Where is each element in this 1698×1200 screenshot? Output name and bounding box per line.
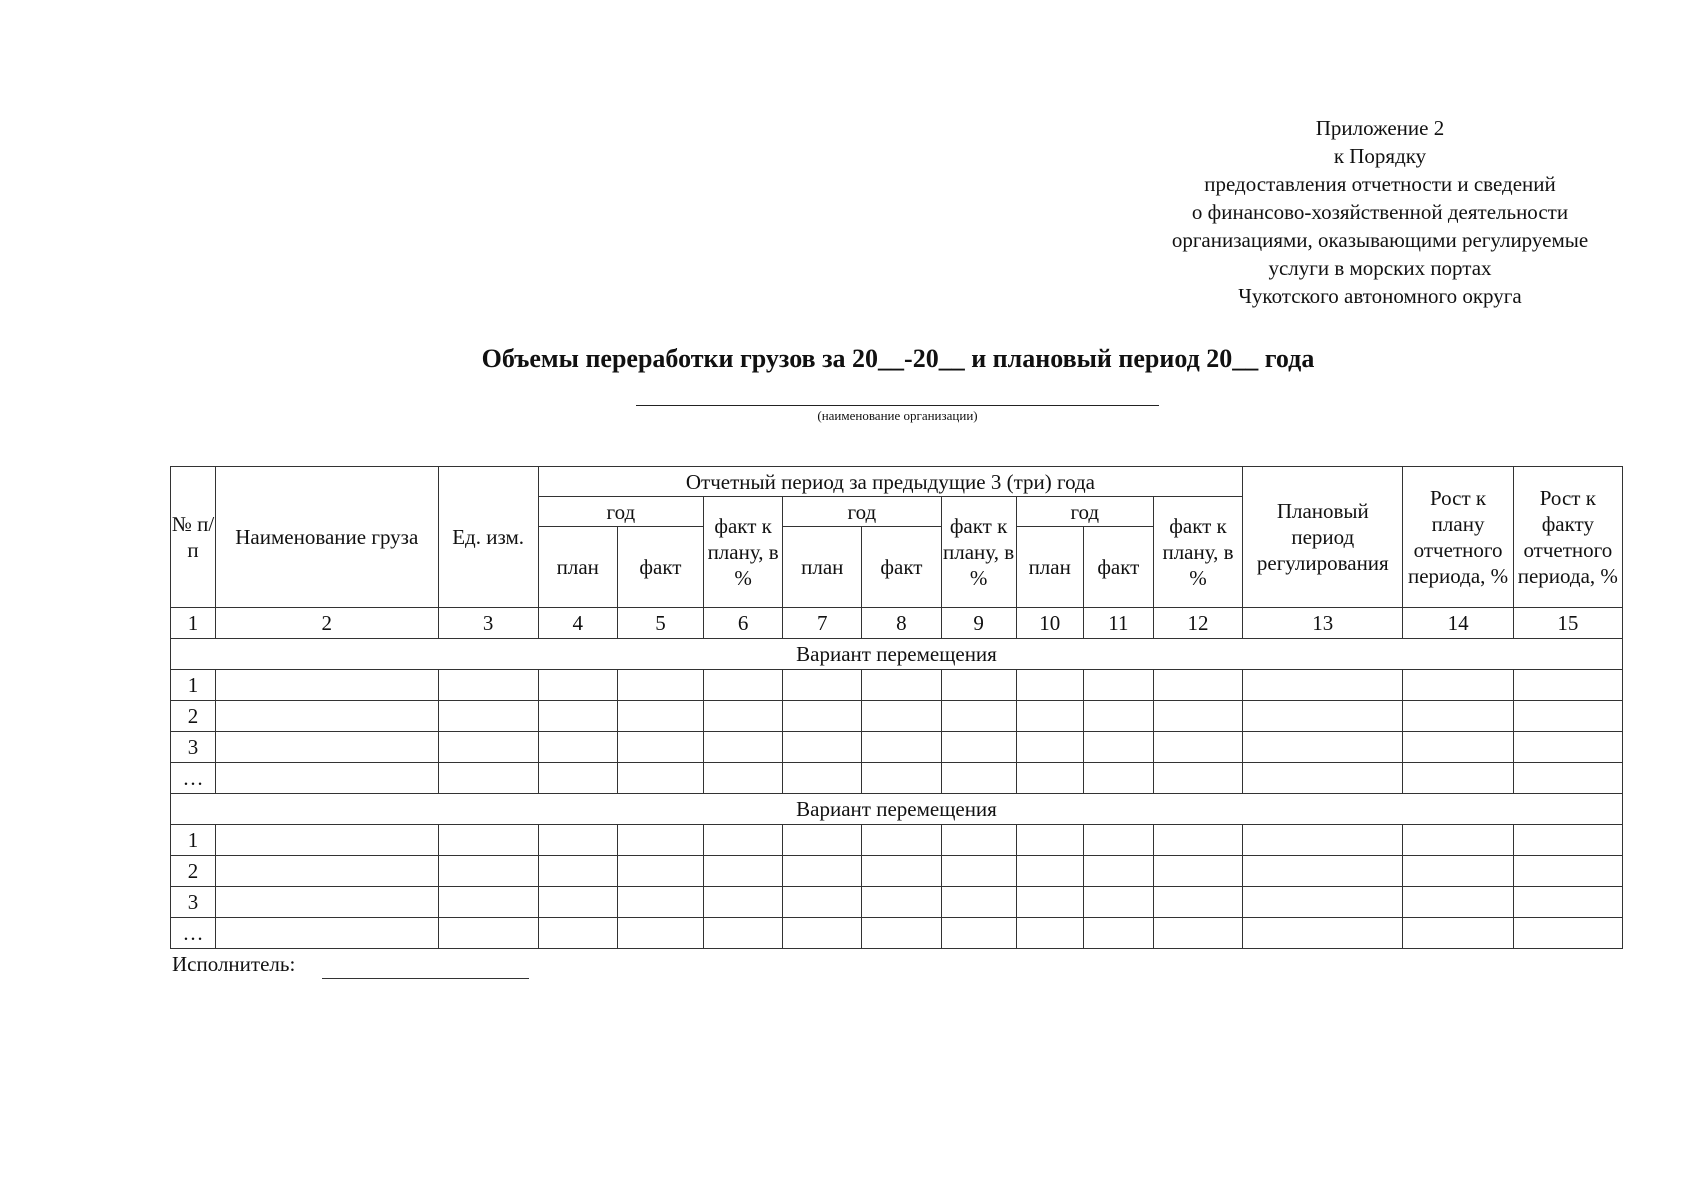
group-label: Вариант перемещения bbox=[171, 639, 1623, 670]
table-cell[interactable] bbox=[538, 918, 617, 949]
table-cell[interactable] bbox=[617, 732, 703, 763]
table-cell[interactable] bbox=[704, 825, 783, 856]
table-cell[interactable] bbox=[1016, 701, 1083, 732]
table-cell[interactable] bbox=[1513, 701, 1622, 732]
executor-label: Исполнитель: bbox=[172, 952, 296, 976]
row-number: 2 bbox=[171, 856, 216, 887]
table-cell[interactable] bbox=[862, 856, 941, 887]
column-number: 11 bbox=[1083, 608, 1153, 639]
appendix-line: Приложение 2 bbox=[1315, 116, 1445, 140]
table-row bbox=[171, 887, 1623, 918]
table-cell[interactable] bbox=[704, 732, 783, 763]
table-cell[interactable] bbox=[1243, 763, 1403, 794]
table-cell[interactable] bbox=[1513, 732, 1622, 763]
group-label: Вариант перемещения bbox=[171, 794, 1623, 825]
table-cell[interactable] bbox=[1513, 856, 1622, 887]
column-numbers-row bbox=[171, 608, 1623, 639]
appendix-line: организациями, оказывающими регулируемые bbox=[1171, 228, 1589, 252]
table-row bbox=[171, 918, 1623, 949]
table-cell[interactable] bbox=[1243, 887, 1403, 918]
table-cell[interactable] bbox=[783, 732, 862, 763]
appendix-block bbox=[1120, 114, 1640, 310]
table-cell[interactable] bbox=[1153, 732, 1242, 763]
header-fact-2: факт bbox=[862, 527, 941, 608]
table-cell[interactable] bbox=[1513, 918, 1622, 949]
table-cell[interactable] bbox=[617, 825, 703, 856]
table-cell[interactable] bbox=[862, 732, 941, 763]
executor-signature-line[interactable] bbox=[322, 978, 529, 979]
row-number: 3 bbox=[171, 732, 216, 763]
row-number: 2 bbox=[171, 701, 216, 732]
table-cell[interactable] bbox=[438, 856, 538, 887]
header-plan-3: план bbox=[1016, 527, 1083, 608]
table-cell[interactable] bbox=[704, 887, 783, 918]
table-body bbox=[171, 639, 1623, 949]
table-cell[interactable] bbox=[538, 825, 617, 856]
table-row bbox=[171, 856, 1623, 887]
table-cell[interactable] bbox=[1083, 763, 1153, 794]
table-cell[interactable] bbox=[1513, 670, 1622, 701]
table-cell[interactable] bbox=[1016, 918, 1083, 949]
appendix-line: Чукотского автономного округа bbox=[1238, 284, 1522, 308]
table-cell[interactable] bbox=[862, 670, 941, 701]
table-cell[interactable] bbox=[704, 918, 783, 949]
header-report-period: Отчетный период за предыдущие 3 (три) года bbox=[538, 467, 1242, 497]
table-cell[interactable] bbox=[1016, 732, 1083, 763]
row-number: 1 bbox=[171, 825, 216, 856]
table-cell[interactable] bbox=[1243, 701, 1403, 732]
cargo-volume-table bbox=[170, 466, 1623, 949]
table-cell[interactable] bbox=[704, 670, 783, 701]
table-cell[interactable] bbox=[1083, 701, 1153, 732]
header-fact-3: факт bbox=[1083, 527, 1153, 608]
appendix-line: к Порядку bbox=[1333, 144, 1427, 168]
table-cell[interactable] bbox=[438, 732, 538, 763]
table-cell[interactable] bbox=[1016, 856, 1083, 887]
header-year-2: год bbox=[783, 497, 941, 527]
column-number: 4 bbox=[538, 608, 617, 639]
table-cell[interactable] bbox=[1083, 918, 1153, 949]
table-cell[interactable] bbox=[617, 701, 703, 732]
table-cell[interactable] bbox=[704, 763, 783, 794]
table-cell[interactable] bbox=[862, 763, 941, 794]
table-cell[interactable] bbox=[941, 887, 1016, 918]
table-cell[interactable] bbox=[1243, 732, 1403, 763]
column-number: 10 bbox=[1016, 608, 1083, 639]
table-cell[interactable] bbox=[862, 918, 941, 949]
table-cell[interactable] bbox=[783, 670, 862, 701]
table-cell[interactable] bbox=[1403, 670, 1513, 701]
table-cell[interactable] bbox=[216, 887, 438, 918]
column-number: 1 bbox=[171, 608, 216, 639]
header-fact-1: факт bbox=[617, 527, 703, 608]
header-planned-period: Плановый период регулирования bbox=[1243, 467, 1403, 608]
table-cell[interactable] bbox=[783, 825, 862, 856]
table-cell[interactable] bbox=[538, 670, 617, 701]
header-growth-fact: Рост к факту отчетного периода, % bbox=[1513, 467, 1622, 608]
header-year-1: год bbox=[538, 497, 703, 527]
header-year-3: год bbox=[1016, 497, 1153, 527]
table-cell[interactable] bbox=[941, 732, 1016, 763]
table-cell[interactable] bbox=[1153, 670, 1242, 701]
table-cell[interactable] bbox=[438, 763, 538, 794]
header-growth-plan: Рост к плану отчетного периода, % bbox=[1403, 467, 1513, 608]
table-cell[interactable] bbox=[1513, 887, 1622, 918]
table-cell[interactable] bbox=[216, 856, 438, 887]
row-number: … bbox=[171, 763, 216, 794]
table-cell[interactable] bbox=[1403, 825, 1513, 856]
column-number: 12 bbox=[1153, 608, 1242, 639]
column-number: 13 bbox=[1243, 608, 1403, 639]
table-cell[interactable] bbox=[1403, 732, 1513, 763]
table-row bbox=[171, 825, 1623, 856]
table-cell[interactable] bbox=[617, 918, 703, 949]
table-cell[interactable] bbox=[941, 701, 1016, 732]
table-cell[interactable] bbox=[941, 918, 1016, 949]
column-number: 8 bbox=[862, 608, 941, 639]
header-cargo-name: Наименование груза bbox=[216, 467, 438, 608]
table-cell[interactable] bbox=[941, 856, 1016, 887]
table-row bbox=[171, 763, 1623, 794]
table-cell[interactable] bbox=[617, 887, 703, 918]
table-cell[interactable] bbox=[1016, 825, 1083, 856]
table-cell[interactable] bbox=[1153, 856, 1242, 887]
header-unit: Ед. изм. bbox=[438, 467, 538, 608]
column-number: 5 bbox=[617, 608, 703, 639]
table-cell[interactable] bbox=[941, 763, 1016, 794]
row-number: 3 bbox=[171, 887, 216, 918]
appendix-line: услуги в морских портах bbox=[1268, 256, 1492, 280]
table-cell[interactable] bbox=[862, 701, 941, 732]
table-cell[interactable] bbox=[216, 732, 438, 763]
table-cell[interactable] bbox=[538, 887, 617, 918]
header-plan-1: план bbox=[538, 527, 617, 608]
organization-name-caption: (наименование организации) bbox=[817, 408, 978, 423]
table-cell[interactable] bbox=[704, 701, 783, 732]
table-cell[interactable] bbox=[216, 670, 438, 701]
table-cell[interactable] bbox=[941, 670, 1016, 701]
table-cell[interactable] bbox=[538, 856, 617, 887]
column-number: 9 bbox=[941, 608, 1016, 639]
table-cell[interactable] bbox=[617, 670, 703, 701]
table-row bbox=[171, 701, 1623, 732]
header-fact-to-plan-3: факт к плану, в % bbox=[1153, 497, 1242, 608]
table-cell[interactable] bbox=[783, 701, 862, 732]
table-cell[interactable] bbox=[1513, 825, 1622, 856]
table-cell[interactable] bbox=[783, 918, 862, 949]
table-cell[interactable] bbox=[216, 701, 438, 732]
table-row bbox=[171, 670, 1623, 701]
table-cell[interactable] bbox=[1153, 763, 1242, 794]
table-cell[interactable] bbox=[783, 856, 862, 887]
header-fact-to-plan-2: факт к плану, в % bbox=[941, 497, 1016, 608]
table-cell[interactable] bbox=[862, 887, 941, 918]
table-cell[interactable] bbox=[438, 825, 538, 856]
group-row bbox=[171, 639, 1623, 670]
row-number: … bbox=[171, 918, 216, 949]
table-cell[interactable] bbox=[438, 887, 538, 918]
organization-name-line[interactable] bbox=[636, 405, 1159, 406]
table-cell[interactable] bbox=[1403, 701, 1513, 732]
table-cell[interactable] bbox=[1243, 825, 1403, 856]
table-cell[interactable] bbox=[1016, 887, 1083, 918]
table-cell[interactable] bbox=[1083, 856, 1153, 887]
table-cell[interactable] bbox=[783, 887, 862, 918]
group-row bbox=[171, 794, 1623, 825]
table-cell[interactable] bbox=[1083, 825, 1153, 856]
header-num: № п/п bbox=[171, 467, 216, 608]
header-plan-2: план bbox=[783, 527, 862, 608]
table-cell[interactable] bbox=[538, 701, 617, 732]
table-cell[interactable] bbox=[1083, 732, 1153, 763]
table-cell[interactable] bbox=[216, 763, 438, 794]
table-cell[interactable] bbox=[941, 825, 1016, 856]
table-cell[interactable] bbox=[1403, 763, 1513, 794]
table-cell[interactable] bbox=[862, 825, 941, 856]
table-cell[interactable] bbox=[216, 825, 438, 856]
table-cell[interactable] bbox=[1403, 856, 1513, 887]
table-cell[interactable] bbox=[1243, 918, 1403, 949]
table-cell[interactable] bbox=[216, 918, 438, 949]
appendix-line: о финансово-хозяйственной деятельности bbox=[1191, 200, 1569, 224]
table-row bbox=[171, 732, 1623, 763]
table-cell[interactable] bbox=[617, 856, 703, 887]
row-number: 1 bbox=[171, 670, 216, 701]
column-number: 15 bbox=[1513, 608, 1622, 639]
table-cell[interactable] bbox=[1016, 763, 1083, 794]
table-cell[interactable] bbox=[538, 732, 617, 763]
table-cell[interactable] bbox=[1016, 670, 1083, 701]
table-cell[interactable] bbox=[438, 918, 538, 949]
table-cell[interactable] bbox=[1243, 670, 1403, 701]
table-cell[interactable] bbox=[1153, 887, 1242, 918]
table-cell[interactable] bbox=[438, 701, 538, 732]
table-cell[interactable] bbox=[538, 763, 617, 794]
table-cell[interactable] bbox=[1083, 887, 1153, 918]
table-cell[interactable] bbox=[1243, 856, 1403, 887]
header-fact-to-plan-1: факт к плану, в % bbox=[704, 497, 783, 608]
table-cell[interactable] bbox=[1403, 918, 1513, 949]
table-cell[interactable] bbox=[1513, 763, 1622, 794]
column-number: 14 bbox=[1403, 608, 1513, 639]
table-cell[interactable] bbox=[783, 763, 862, 794]
appendix-line: предоставления отчетности и сведений bbox=[1204, 172, 1556, 196]
column-number: 7 bbox=[783, 608, 862, 639]
table-cell[interactable] bbox=[1083, 670, 1153, 701]
table-cell[interactable] bbox=[1153, 825, 1242, 856]
table-cell[interactable] bbox=[704, 856, 783, 887]
table-cell[interactable] bbox=[438, 670, 538, 701]
column-number: 3 bbox=[438, 608, 538, 639]
table-cell[interactable] bbox=[1153, 918, 1242, 949]
table-cell[interactable] bbox=[1153, 701, 1242, 732]
table-cell[interactable] bbox=[617, 763, 703, 794]
document-title: Объемы переработки грузов за 20__-20__ и плановый период 20__ года bbox=[481, 344, 1315, 373]
table-cell[interactable] bbox=[1403, 887, 1513, 918]
column-number: 6 bbox=[704, 608, 783, 639]
column-number: 2 bbox=[216, 608, 438, 639]
